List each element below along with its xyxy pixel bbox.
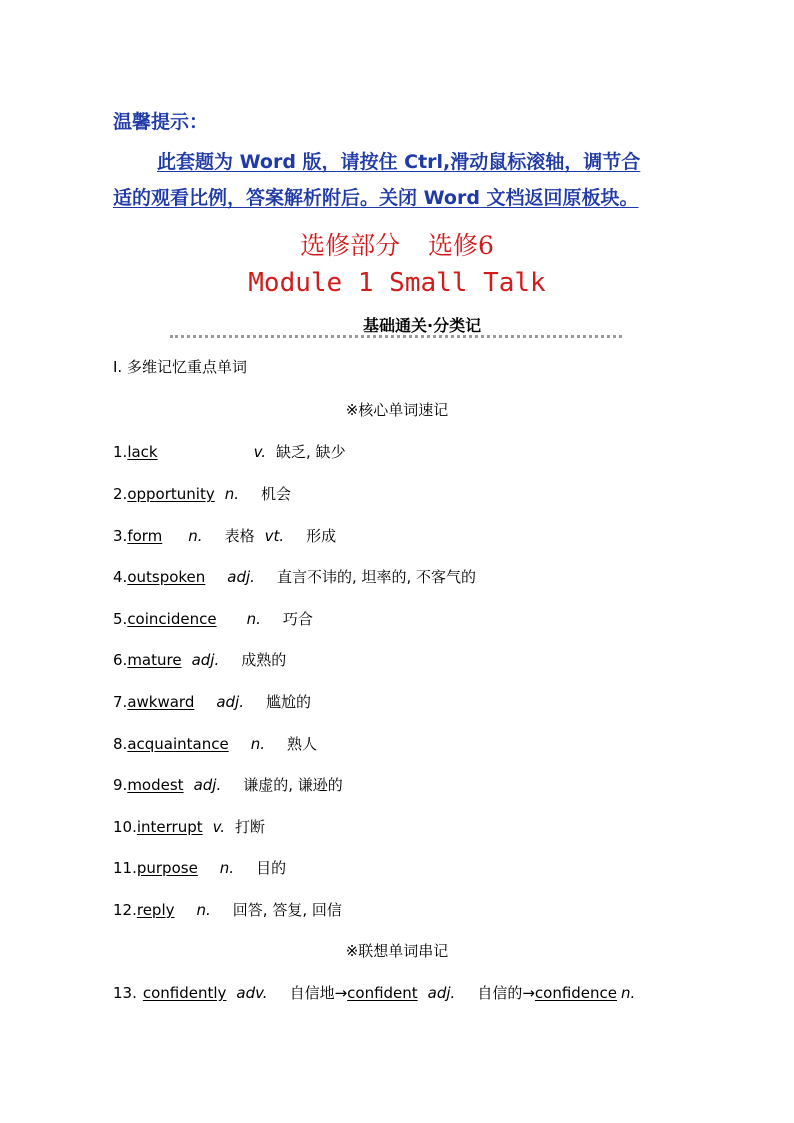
vocab-entry: [113, 816, 265, 837]
entry-pos: v.: [212, 818, 226, 836]
entry-word: reply: [136, 901, 175, 919]
entry-pos: n.: [219, 859, 235, 877]
vocab-entry: [113, 733, 317, 754]
entry-meaning: 巧合: [282, 610, 313, 628]
entry-number: 9.: [113, 776, 128, 794]
notice-title: 温馨提示：: [113, 111, 209, 133]
entry-word: outspoken: [127, 568, 206, 586]
entry-meaning: 谦虚的, 谦逊的: [243, 776, 343, 794]
entry-meaning-secondary: 形成: [306, 527, 337, 545]
part-heading: Ⅰ. 多维记忆重点单词: [113, 358, 247, 376]
entry-number: 4.: [113, 568, 128, 586]
entry-pos: v.: [253, 443, 267, 461]
entry-meaning: 目的: [256, 859, 287, 877]
entry-meaning: 回答, 答复, 回信: [232, 901, 342, 919]
entry-meaning: 自信地→: [289, 984, 348, 1002]
entry-related-meaning: 自信的→: [477, 984, 535, 1002]
vocab-entry: [113, 525, 336, 546]
vocab-entry: [113, 649, 286, 670]
entry-pos: n.: [224, 485, 239, 503]
entry-number: 13.: [113, 984, 137, 1002]
entry-pos: adj.: [227, 568, 255, 586]
entry-word: lack: [127, 443, 158, 461]
entry-word: coincidence: [127, 610, 217, 628]
notice-line-2: 适的观看比例，答案解析附后。关闭 Word 文档返回原板块。: [113, 187, 639, 209]
module-title: Module 1 Small Talk: [248, 268, 546, 298]
entry-meaning: 打断: [235, 818, 266, 836]
entry-meaning: 直言不讳的, 坦率的, 不客气的: [276, 568, 477, 586]
dotted-divider: [170, 335, 622, 338]
notice-body: [113, 144, 693, 216]
vocab-entry: [113, 608, 313, 629]
entry-number: 7.: [113, 693, 128, 711]
entry-number: 2.: [113, 485, 128, 503]
entry-word: mature: [127, 651, 182, 669]
vocab-entry: [113, 566, 476, 587]
vocab-entry: [113, 441, 346, 462]
entry-meaning: 机会: [260, 485, 291, 503]
entry-meaning: 成熟的: [241, 651, 287, 669]
entry-word: modest: [127, 776, 184, 794]
vocab-entry: [113, 899, 342, 920]
subsection-assoc-heading: ※联想单词串记: [345, 942, 449, 960]
entry-word: purpose: [136, 859, 198, 877]
entry-pos: n.: [196, 901, 211, 919]
vocab-entry: [113, 483, 291, 504]
entry-number: 3.: [113, 527, 128, 545]
vocab-entry: [113, 691, 311, 712]
entry-number: 5.: [113, 610, 128, 628]
entry-pos: adv.: [236, 984, 268, 1002]
entry-number: 1.: [113, 443, 128, 461]
entry-pos-secondary: vt.: [264, 527, 285, 545]
vocab-entry: [113, 774, 343, 795]
entry-number: 6.: [113, 651, 128, 669]
entry-number: 11.: [113, 859, 137, 877]
entry-pos: n.: [188, 527, 203, 545]
entry-related-pos: adj.: [427, 984, 456, 1002]
entry-number: 8.: [113, 735, 128, 753]
entry-meaning: 表格: [224, 527, 255, 545]
entry-related-word-2: confidence: [534, 984, 618, 1002]
entry-word: opportunity: [127, 485, 215, 503]
vocab-entry: [113, 982, 635, 1003]
entry-word: interrupt: [136, 818, 203, 836]
entry-related-pos-2: n.: [621, 984, 636, 1002]
entry-number: 10.: [113, 818, 137, 836]
subsection-core-heading: ※核心单词速记: [345, 401, 449, 419]
vocab-entry: [113, 857, 286, 878]
entry-meaning: 尴尬的: [266, 693, 312, 711]
entry-pos: adj.: [193, 776, 222, 794]
entry-meaning: 熟人: [286, 735, 317, 753]
entry-pos: adj.: [191, 651, 220, 669]
entry-word: acquaintance: [127, 735, 229, 753]
entry-related-word: confident: [347, 984, 418, 1002]
sub-header: 基础通关·分类记: [363, 316, 482, 335]
entry-pos: n.: [246, 610, 261, 628]
entry-meaning: 缺乏, 缺少: [276, 443, 346, 461]
section-title: 选修部分 选修6: [300, 231, 494, 260]
entry-pos: n.: [250, 735, 265, 753]
entry-word: form: [127, 527, 163, 545]
entry-pos: adj.: [216, 693, 244, 711]
entry-word: confidently: [142, 984, 227, 1002]
notice-line-1: 此套题为 Word 版，请按住 Ctrl,滑动鼠标滚轴，调节合: [157, 151, 641, 173]
entry-word: awkward: [127, 693, 195, 711]
entry-number: 12.: [113, 901, 137, 919]
